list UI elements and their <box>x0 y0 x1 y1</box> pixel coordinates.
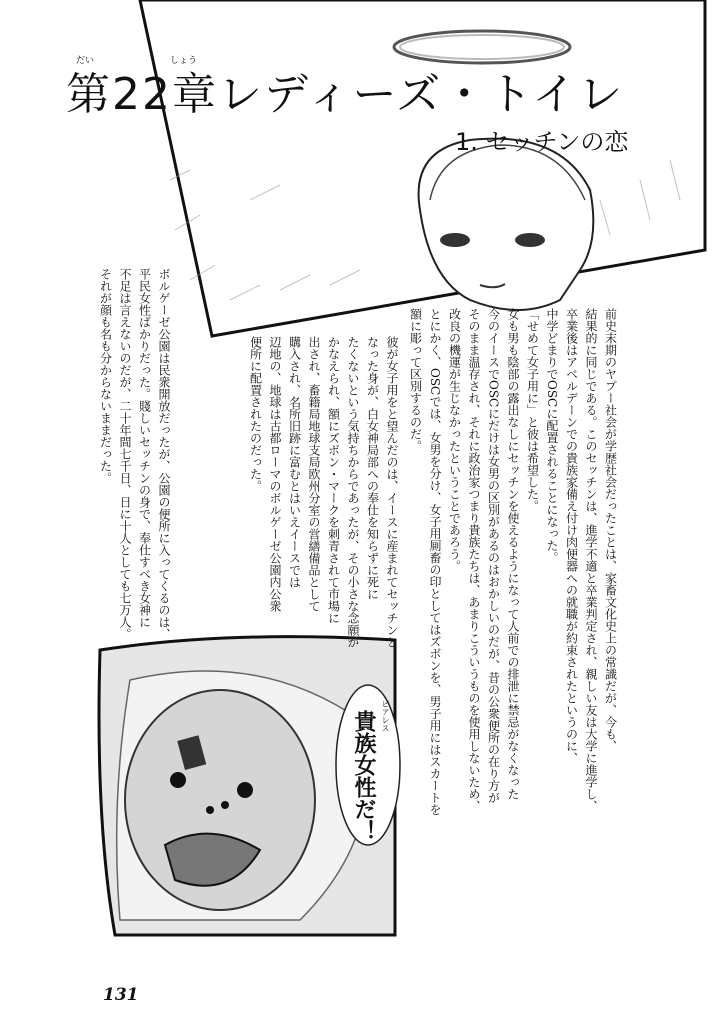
text-column: 出され、畜籍局地球支局欧州分室の営繕備品として <box>307 336 321 612</box>
text-column: 中学どまりでOSCに配置されることになった。 <box>545 308 559 564</box>
text-column: 額に彫って区別するのだ。 <box>408 308 423 452</box>
top-panel <box>140 0 705 336</box>
text-block-left <box>95 268 173 640</box>
text-column: 彼が女子用をと望んだのは、イースに産まれてセッチンと <box>385 336 399 648</box>
text-column: なった身が、白女神局部への奉仕を知らずに死に <box>365 336 380 600</box>
text-block-right <box>405 308 620 815</box>
text-column: たくないという気持ちからであったが、その小さな念願が <box>346 336 360 648</box>
text-column: 女も男も陰部の露出なしにセッチンを使えるようになって人前での排泄に禁忌がなくなった <box>506 308 520 800</box>
title-ruby-dai: だい <box>76 56 95 66</box>
text-column: 「せめて女子用に」と彼は希望した。 <box>525 308 540 512</box>
text-column: 購入され、名所旧跡に富むとはいえイースでは <box>287 336 302 588</box>
text-column: ボルゲーゼ公園は民衆開放だったが、公園の便所に入ってくるのは、 <box>157 268 171 640</box>
text-column: かなえられ、額にズボン・マークを刺青されて市場に <box>326 336 341 624</box>
text-column: そのまま温存され、それに政治家つまり貴族たちは、あまりこういうものを使用しないため、 <box>467 308 481 812</box>
speech-bubble-text: 貴族女性だ！ <box>351 710 376 842</box>
speech-bubble-ruby: ビアレス <box>381 700 390 732</box>
text-column: とにかく、OSCでは、女男を分け、女子用厠畜の印としてはズボンを、男子用にはスカートを <box>428 308 442 816</box>
section-subtitle: 1. セッチンの恋 <box>455 128 629 156</box>
text-column: 辺地の、地球は古都ローマのボルゲーゼ公園内公衆 <box>268 336 282 612</box>
text-column: 便所に配置されたのだった。 <box>248 336 263 492</box>
text-column: 結果的に同じである。このセッチンは、進学不適と卒業判定され、親しい友は大学に進学し、 <box>584 308 598 812</box>
chapter-title: 第22章レディーズ・トイレ <box>66 69 625 120</box>
page-number: 131 <box>103 985 139 1005</box>
text-column: それが顔も名も分からないままだった。 <box>98 268 113 484</box>
text-column: 平民女性ばかりだった。賤しいセッチンの身で、奉仕すべき女神に <box>137 268 152 628</box>
text-column: 今のイースでOSCにだけは女男の区別があるのはおかしいのだが、昔の公衆便所の在り方が <box>486 308 501 804</box>
text-column: 改良の機運が生じなかったということであろう。 <box>447 308 462 572</box>
text-block-middle <box>245 336 401 648</box>
text-column: 前史末期のヤプー社会が学歴社会だったことは、家畜文化史上の常識だが、今も、 <box>603 308 618 752</box>
text-column: 卒業後はアベルデーンでの貴族家備え付け肉便器への就職が約束されたというのに、 <box>564 308 579 764</box>
text-column: 不足は言えないのだが、二十年間七千日、日に十人としても七万人。 <box>118 268 132 640</box>
title-ruby-shou: しょう <box>170 56 198 66</box>
